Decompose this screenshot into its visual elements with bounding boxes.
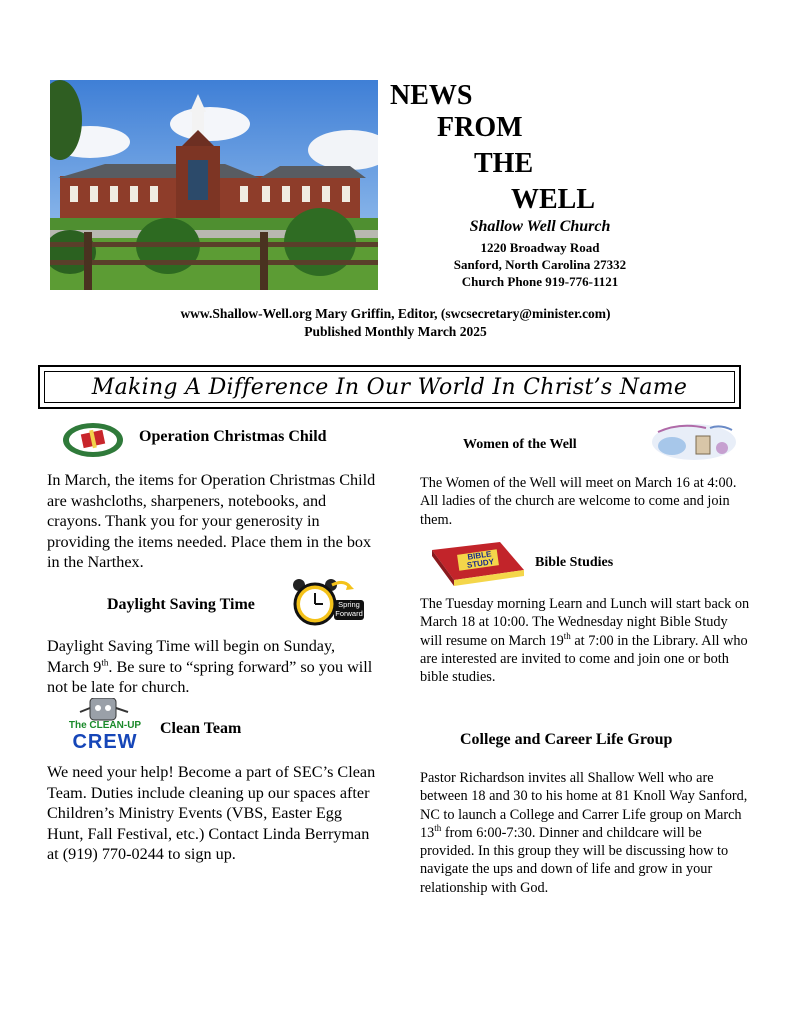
masthead-title-the: THE (474, 148, 534, 179)
logo-text-top: The CLEAN-UP (68, 720, 142, 731)
clean-team-heading: Clean Team (160, 720, 242, 737)
women-of-the-well-logo (650, 418, 738, 467)
clean-up-crew-logo (62, 698, 148, 761)
church-photo (50, 80, 378, 290)
bible-heading: Bible Studies (535, 555, 614, 570)
masthead-title-from: FROM (437, 112, 523, 143)
women-heading: Women of the Well (463, 437, 577, 452)
women-body: The Women of the Well will meet on March 16 at 4:00. All ladies of the church are welcome to come and join them. (420, 475, 737, 528)
motto-banner (38, 365, 741, 409)
alarm-clock-icon (292, 577, 366, 632)
college-body: Pastor Richardson invites all Shallow Well who are between 18 and 30 to his home at 81 Knoll Way Sanford, NC to launch a College and Carrer Life group on March 13th from 6:00-7:30. Dinner and childcare will be provided. In this group they will be discussing how to navigate the ups and down of life and grow in your relationship with God. (420, 770, 748, 896)
website-editor-line: www.Shallow-Well.org Mary Griffin, Editor, (swcsecretary@minister.com) (180, 306, 611, 321)
masthead-title-news: NEWS (390, 80, 473, 111)
motto-text: Making A Difference In Our World In Christ’s Name (44, 371, 735, 403)
operation-christmas-child-logo (62, 422, 124, 463)
occ-body: In March, the items for Operation Christmas Child are washcloths, sharpeners, notebooks, and crayons. Thank you for your generosity in providing the items needed. Place them in the box in the Narthex. (47, 471, 376, 571)
bible-body: The Tuesday morning Learn and Lunch will start back on March 18 at 10:00. The Wednesday night Bible Study will resume on March 19th at 7:00 in the Library. All who are interested are invited to come and join one or both bible studies. (420, 596, 750, 686)
published-line: Published Monthly March 2025 (304, 324, 487, 339)
church-name: Shallow Well Church (469, 218, 611, 235)
church-address-city: Sanford, North Carolina 27332 (453, 257, 627, 272)
dst-body: Daylight Saving Time will begin on Sunday, March 9th. Be sure to “spring forward” so you will not be late for church. (47, 637, 373, 696)
college-heading: College and Career Life Group (460, 731, 673, 748)
book-text: BIBLE STUDY (466, 549, 495, 570)
logo-text-bottom: CREW (72, 731, 138, 753)
clean-team-body: We need your help! Become a part of SEC’s Clean Team. Duties include cleaning up our spaces after Children’s Ministry Events (VBS, Easter Egg Hunt, Fall Festival, etc.) Contact Linda Berryman at (919) 770-0244 to sign up. (47, 763, 376, 863)
church-address-street: 1220 Broadway Road (480, 240, 600, 255)
dst-heading: Daylight Saving Time (107, 596, 255, 613)
church-phone: Church Phone 919-776-1121 (461, 274, 619, 289)
occ-heading: Operation Christmas Child (139, 428, 327, 445)
bible-study-book-icon (430, 540, 526, 591)
masthead-title-well: WELL (511, 184, 596, 215)
clock-label: Spring Forward (335, 600, 363, 618)
